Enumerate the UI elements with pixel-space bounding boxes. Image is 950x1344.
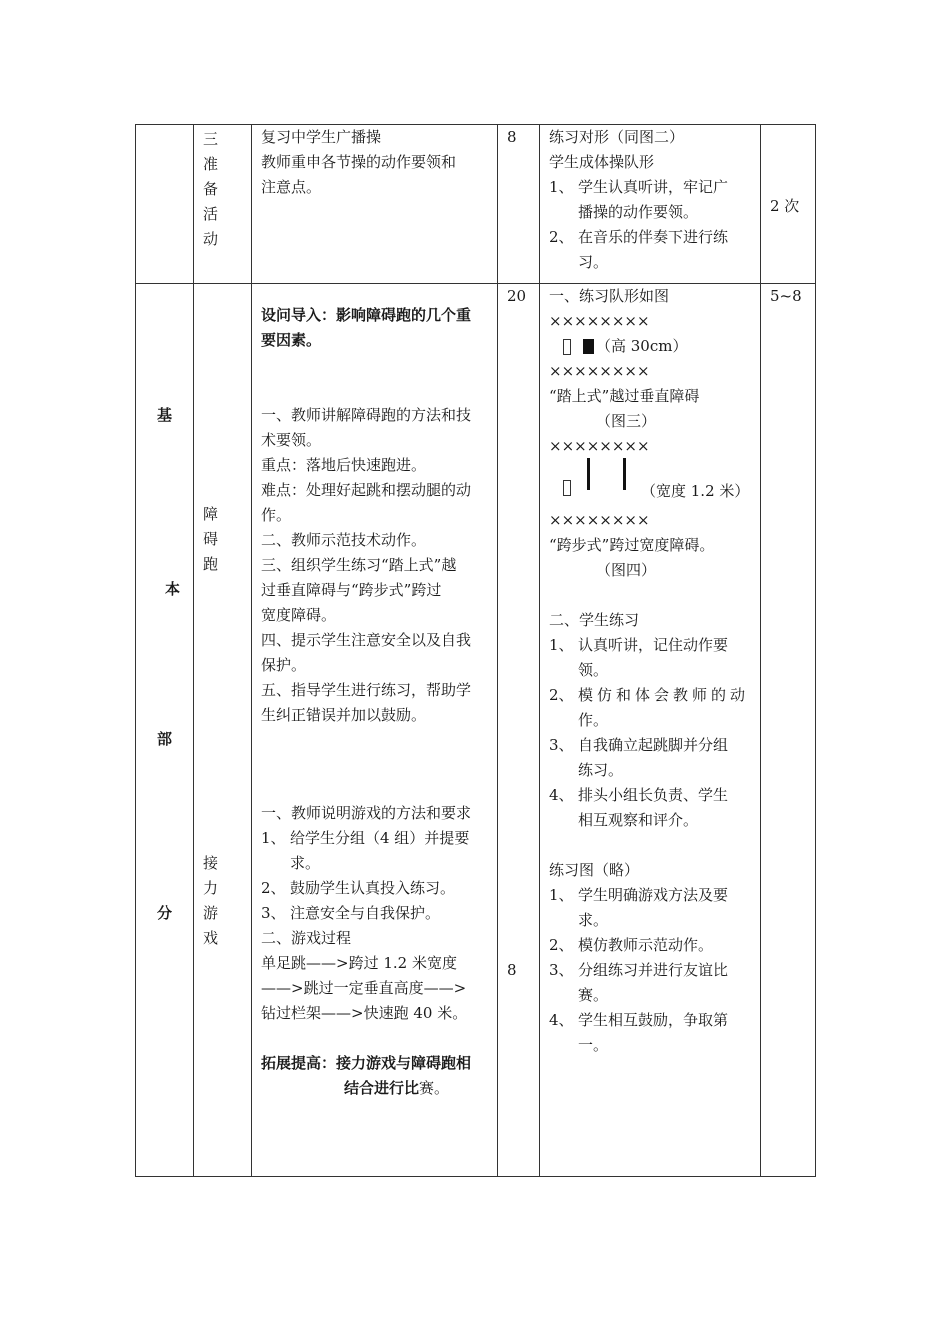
game-item-text: 求。	[290, 854, 321, 872]
hurdle-line: 保护。	[261, 656, 307, 674]
hurdle-line: 三、组织学生练习“踏上式”越	[261, 556, 457, 574]
practice-item-number: 1、	[549, 636, 574, 654]
game-extension-line-2	[344, 1078, 449, 1098]
formation-crosses: ××××××××	[549, 362, 650, 380]
game-extension-tail: 赛。	[419, 1079, 450, 1097]
game-item-text: 给学生分组（4 组）并提要	[290, 829, 470, 847]
game-practice-item-text: 赛。	[578, 986, 609, 1004]
main-time-cell	[498, 284, 540, 1177]
game-extension: 拓展提高：接力游戏与障碍跑相	[261, 1054, 472, 1072]
practice-item-number: 4、	[549, 786, 574, 804]
main-organization-cell	[540, 284, 761, 1177]
game-practice-item-number: 1、	[549, 886, 574, 904]
prep-organization-cell	[540, 125, 761, 284]
practice-item-number: 2、	[549, 686, 574, 704]
section-char: 基	[157, 406, 173, 424]
prep-section-cell	[136, 125, 194, 284]
practice-item-text: 练习。	[578, 761, 624, 779]
game-practice-item-number: 3、	[549, 961, 574, 979]
prep-org-item-text: 播操的动作要领。	[578, 203, 699, 221]
game-process-line: 钻过栏架——>快速跑 40 米。	[261, 1004, 468, 1022]
figure-caption: “跨步式”跨过宽度障碍。	[549, 536, 715, 554]
prep-time-cell	[498, 125, 540, 284]
prep-row	[136, 125, 816, 284]
hurdle-line: 重点：落地后快速跑进。	[261, 456, 427, 474]
formation-crosses: ××××××××	[549, 437, 650, 455]
game-item-text: 注意安全与自我保护。	[290, 904, 441, 922]
student-marker-icon	[563, 339, 571, 355]
width-obstacle-bar-icon	[623, 458, 626, 490]
practice-item-text: 相互观察和评介。	[578, 811, 699, 829]
student-marker-icon	[563, 480, 571, 496]
game-practice-item-text: 学生相互鼓励，争取第	[578, 1011, 729, 1029]
prep-activity-cell	[194, 125, 252, 284]
hurdle-line: 生纠正错误并加以鼓励。	[261, 706, 427, 724]
game-item-text: 鼓励学生认真投入练习。	[290, 879, 456, 897]
game-practice-title: 练习图（略）	[549, 861, 640, 879]
practice-item-text: 作。	[578, 711, 609, 729]
height-note: （高 30cm）	[596, 337, 688, 355]
section-char: 分	[157, 904, 173, 922]
hurdle-count: 5~8	[770, 287, 802, 305]
formation-title: 一、练习队形如图	[549, 287, 670, 305]
game-process-line: 单足跳——>跨过 1.2 米宽度	[261, 954, 457, 972]
hurdle-label-char: 碍	[203, 530, 219, 548]
section-char: 本	[165, 580, 181, 598]
width-note: （宽度 1.2 米）	[641, 482, 750, 500]
prep-org-item-text: 习。	[578, 253, 609, 271]
prep-count-cell	[761, 125, 816, 284]
prep-count: 2 次	[770, 197, 800, 215]
practice-item-text: 认真听讲，记住动作要	[578, 636, 729, 654]
prep-content-line: 教师重申各节操的动作要领和	[261, 153, 457, 171]
practice-title: 二、学生练习	[549, 611, 640, 629]
hurdle-line: 一、教师讲解障碍跑的方法和技	[261, 406, 472, 424]
game-extension-bold: 结合进行比	[344, 1079, 420, 1097]
prep-content-line: 注意点。	[261, 178, 322, 196]
game-practice-item-text: 一。	[578, 1036, 609, 1054]
hurdle-line: 过垂直障碍与“跨步式”跨过	[261, 581, 442, 599]
hurdle-line: 四、提示学生注意安全以及自我	[261, 631, 472, 649]
vertical-obstacle-icon	[583, 339, 594, 354]
game-item-number: 3、	[261, 904, 286, 922]
prep-content-cell	[252, 125, 498, 284]
game-label-char: 力	[203, 879, 219, 897]
game-line: 一、教师说明游戏的方法和要求	[261, 804, 472, 822]
game-practice-item-number: 4、	[549, 1011, 574, 1029]
game-label-char: 接	[203, 854, 219, 872]
prep-org-item-text: 在音乐的伴奏下进行练	[578, 228, 729, 246]
width-obstacle-bar-icon	[587, 458, 590, 490]
hurdle-label-char: 跑	[203, 555, 219, 573]
prep-time: 8	[507, 128, 517, 146]
game-process-line: ——>跳过一定垂直高度——>	[261, 979, 467, 997]
game-process-line: 二、游戏过程	[261, 929, 352, 947]
game-label-char: 游	[203, 904, 219, 922]
hurdle-line: 作。	[261, 506, 292, 524]
figure-caption: “踏上式”越过垂直障碍	[549, 387, 700, 405]
game-label-char: 戏	[203, 929, 219, 947]
practice-item-text: 模仿和体会教师的动	[578, 686, 750, 704]
game-practice-item-text: 求。	[578, 911, 609, 929]
practice-item-number: 3、	[549, 736, 574, 754]
prep-org-item-number: 2、	[549, 228, 574, 246]
hurdle-line: 难点：处理好起跳和摆动腿的动	[261, 481, 472, 499]
formation-crosses: ××××××××	[549, 511, 650, 529]
prep-org-item-number: 1、	[549, 178, 574, 196]
game-item-number: 2、	[261, 879, 286, 897]
hurdle-line: 二、教师示范技术动作。	[261, 531, 427, 549]
practice-item-text: 自我确立起跳脚并分组	[578, 736, 729, 754]
game-item-number: 1、	[261, 829, 286, 847]
main-content-cell	[252, 284, 498, 1177]
practice-item-text: 领。	[578, 661, 609, 679]
game-practice-item-text: 学生明确游戏方法及要	[578, 886, 729, 904]
hurdle-line: 宽度障碍。	[261, 606, 337, 624]
section-char: 部	[157, 730, 173, 748]
hurdle-time: 20	[507, 287, 527, 305]
hurdle-line: 五、指导学生进行练习，帮助学	[261, 681, 472, 699]
prep-org-item-text: 学生认真听讲，牢记广	[578, 178, 729, 196]
main-activity-cell	[194, 284, 252, 1177]
lesson-plan-table	[135, 124, 816, 1177]
game-practice-item-text: 模仿教师示范动作。	[578, 936, 714, 954]
prep-activity-label: 三 准 备 活 动	[203, 130, 219, 248]
hurdle-intro: 要因素。	[261, 331, 322, 349]
main-section-cell	[136, 284, 194, 1177]
game-time: 8	[507, 961, 517, 979]
hurdle-line: 术要领。	[261, 431, 322, 449]
formation-crosses: ××××××××	[549, 312, 650, 330]
prep-content-line: 复习中学生广播操	[261, 128, 382, 146]
main-row	[136, 284, 816, 1177]
prep-org-line: 练习对形（同图二）	[549, 128, 685, 146]
figure-number: （图三）	[596, 412, 657, 430]
figure-number: （图四）	[596, 561, 657, 579]
practice-item-text: 排头小组长负责、学生	[578, 786, 729, 804]
hurdle-intro: 设问导入：影响障碍跑的几个重	[261, 306, 472, 324]
game-practice-item-number: 2、	[549, 936, 574, 954]
hurdle-label-char: 障	[203, 505, 219, 523]
main-count-cell	[761, 284, 816, 1177]
game-practice-item-text: 分组练习并进行友谊比	[578, 961, 729, 979]
prep-org-line: 学生成体操队形	[549, 153, 655, 171]
